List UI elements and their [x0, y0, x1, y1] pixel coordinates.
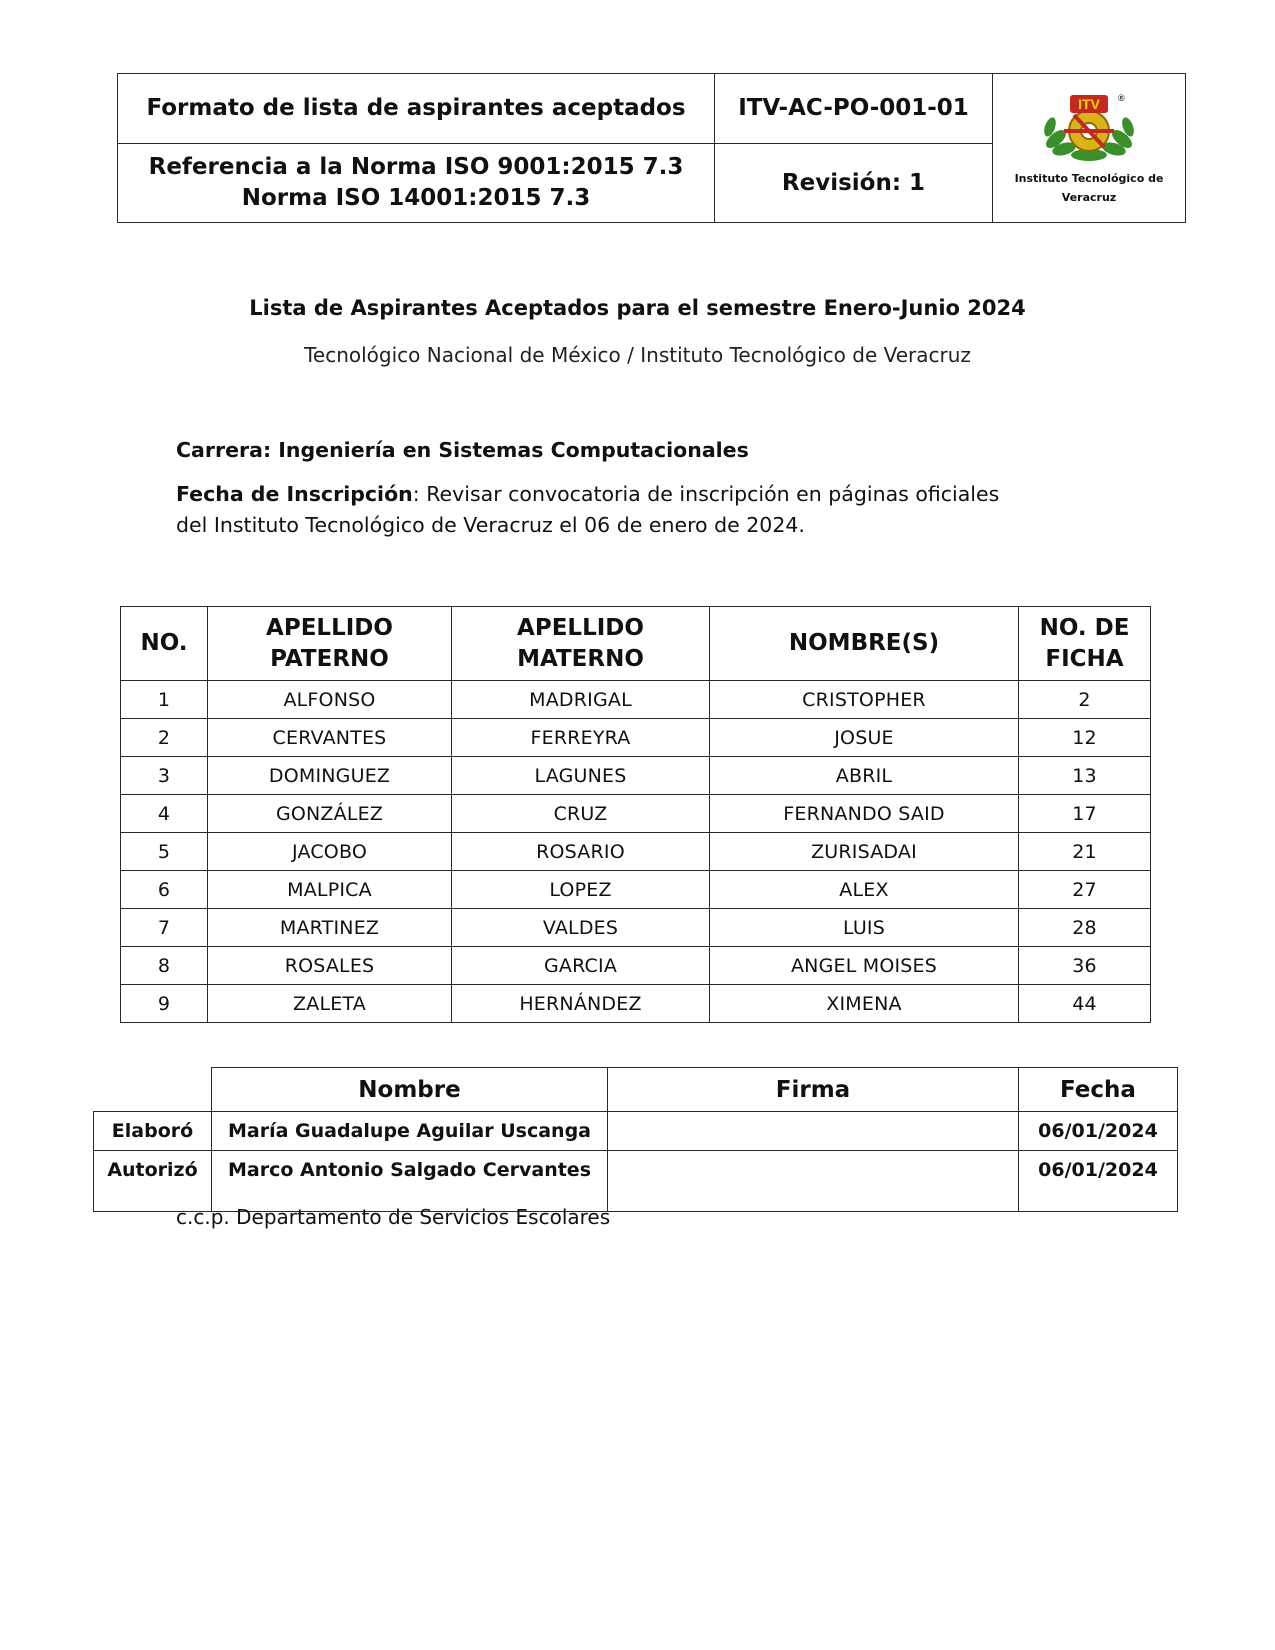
enrollment-text-line1: : Revisar convocatoria de inscripción en páginas oficiales: [412, 482, 1000, 506]
signature-row: [94, 1112, 1178, 1151]
cell-paterno: JACOBO: [208, 833, 452, 871]
sig-date: 06/01/2024: [1019, 1112, 1178, 1151]
cell-materno: FERREYRA: [452, 719, 710, 757]
col-header-paterno-2: PATERNO: [270, 645, 389, 672]
cell-nombre: JOSUE: [710, 719, 1019, 757]
cell-nombre: LUIS: [710, 909, 1019, 947]
cell-materno: VALDES: [452, 909, 710, 947]
career-line: Carrera: Ingeniería en Sistemas Computacionales: [176, 438, 749, 462]
cell-nombre: ANGEL MOISES: [710, 947, 1019, 985]
cell-materno: ROSARIO: [452, 833, 710, 871]
cell-ficha: 21: [1019, 833, 1151, 871]
cell-nombre: XIMENA: [710, 985, 1019, 1023]
col-header-no: NO.: [121, 607, 208, 681]
cell-paterno: MARTINEZ: [208, 909, 452, 947]
signature-row: [94, 1151, 1178, 1212]
table-row: [121, 985, 1151, 1023]
enrollment-label: Fecha de Inscripción: [176, 482, 413, 506]
institute-logo-icon: [1034, 89, 1144, 167]
iso-reference-line1: Referencia a la Norma ISO 9001:2015 7.3: [148, 154, 684, 180]
cell-no: 2: [121, 719, 208, 757]
document-code: ITV-AC-PO-001-01: [715, 74, 993, 144]
cell-paterno: ROSALES: [208, 947, 452, 985]
table-row: [121, 757, 1151, 795]
cell-no: 3: [121, 757, 208, 795]
col-header-materno-2: MATERNO: [517, 645, 644, 672]
logo-caption-line2: Veracruz: [1061, 191, 1117, 204]
table-row: [121, 909, 1151, 947]
sig-signature: [608, 1112, 1019, 1151]
applicants-header-row: [121, 607, 1151, 681]
iso-reference: [118, 144, 715, 223]
document-header: [117, 73, 1186, 223]
logo-caption: [1015, 169, 1164, 207]
col-header-paterno: [208, 607, 452, 681]
cell-no: 1: [121, 681, 208, 719]
cell-no: 5: [121, 833, 208, 871]
sig-date: 06/01/2024: [1019, 1151, 1178, 1212]
cell-ficha: 13: [1019, 757, 1151, 795]
cell-materno: LAGUNES: [452, 757, 710, 795]
cell-materno: GARCIA: [452, 947, 710, 985]
cell-no: 8: [121, 947, 208, 985]
cell-ficha: 44: [1019, 985, 1151, 1023]
applicants-table: [120, 606, 1151, 1023]
col-header-paterno-1: APELLIDO: [266, 614, 393, 641]
cell-paterno: DOMINGUEZ: [208, 757, 452, 795]
logo-caption-line1: Instituto Tecnológico de: [1014, 172, 1164, 185]
sig-header-nombre: Nombre: [212, 1068, 608, 1112]
sig-role: Autorizó: [94, 1151, 212, 1212]
cell-nombre: ALEX: [710, 871, 1019, 909]
revision: Revisión: 1: [715, 144, 993, 223]
cell-ficha: 2: [1019, 681, 1151, 719]
col-header-ficha: [1019, 607, 1151, 681]
cell-ficha: 12: [1019, 719, 1151, 757]
sig-header-firma: Firma: [608, 1068, 1019, 1112]
logo-text: ITV: [1078, 96, 1100, 112]
carbon-copy-note: c.c.p. Departamento de Servicios Escolares: [176, 1205, 611, 1229]
cell-paterno: CERVANTES: [208, 719, 452, 757]
col-header-ficha-1: NO. DE: [1039, 614, 1130, 641]
cell-no: 9: [121, 985, 208, 1023]
cell-materno: LOPEZ: [452, 871, 710, 909]
col-header-ficha-2: FICHA: [1045, 645, 1124, 672]
col-header-materno: [452, 607, 710, 681]
table-row: [121, 871, 1151, 909]
signatures-header-row: [94, 1068, 1178, 1112]
cell-paterno: ALFONSO: [208, 681, 452, 719]
table-row: [121, 719, 1151, 757]
cell-no: 7: [121, 909, 208, 947]
registered-mark: ®: [1118, 93, 1125, 103]
enrollment-text-line2: del Instituto Tecnológico de Veracruz el 06 de enero de 2024.: [176, 513, 805, 537]
cell-materno: CRUZ: [452, 795, 710, 833]
cell-materno: MADRIGAL: [452, 681, 710, 719]
cell-materno: HERNÁNDEZ: [452, 985, 710, 1023]
sig-signature: [608, 1151, 1019, 1212]
table-row: [121, 795, 1151, 833]
iso-reference-line2: Norma ISO 14001:2015 7.3: [241, 185, 591, 211]
cell-nombre: ZURISADAI: [710, 833, 1019, 871]
cell-no: 4: [121, 795, 208, 833]
page-title: Lista de Aspirantes Aceptados para el semestre Enero-Junio 2024: [249, 296, 1026, 320]
signatures-table: [93, 1067, 1178, 1212]
cell-ficha: 28: [1019, 909, 1151, 947]
sig-name: María Guadalupe Aguilar Uscanga: [212, 1112, 608, 1151]
table-row: [121, 833, 1151, 871]
sig-name: Marco Antonio Salgado Cervantes: [212, 1151, 608, 1212]
col-header-nombre: NOMBRE(S): [710, 607, 1019, 681]
logo-cell: [993, 74, 1186, 223]
cell-nombre: ABRIL: [710, 757, 1019, 795]
cell-paterno: MALPICA: [208, 871, 452, 909]
table-row: [121, 947, 1151, 985]
cell-paterno: GONZÁLEZ: [208, 795, 452, 833]
cell-no: 6: [121, 871, 208, 909]
cell-nombre: CRISTOPHER: [710, 681, 1019, 719]
cell-ficha: 36: [1019, 947, 1151, 985]
enrollment-date: [176, 479, 1096, 541]
cell-ficha: 27: [1019, 871, 1151, 909]
cell-paterno: ZALETA: [208, 985, 452, 1023]
cell-ficha: 17: [1019, 795, 1151, 833]
cell-nombre: FERNANDO SAID: [710, 795, 1019, 833]
col-header-materno-1: APELLIDO: [517, 614, 644, 641]
sig-header-fecha: Fecha: [1019, 1068, 1178, 1112]
sig-role: Elaboró: [94, 1112, 212, 1151]
page-subtitle: Tecnológico Nacional de México / Instituto Tecnológico de Veracruz: [304, 343, 971, 367]
format-title: Formato de lista de aspirantes aceptados: [118, 74, 715, 144]
table-row: [121, 681, 1151, 719]
blank-corner-cell: [94, 1068, 212, 1112]
